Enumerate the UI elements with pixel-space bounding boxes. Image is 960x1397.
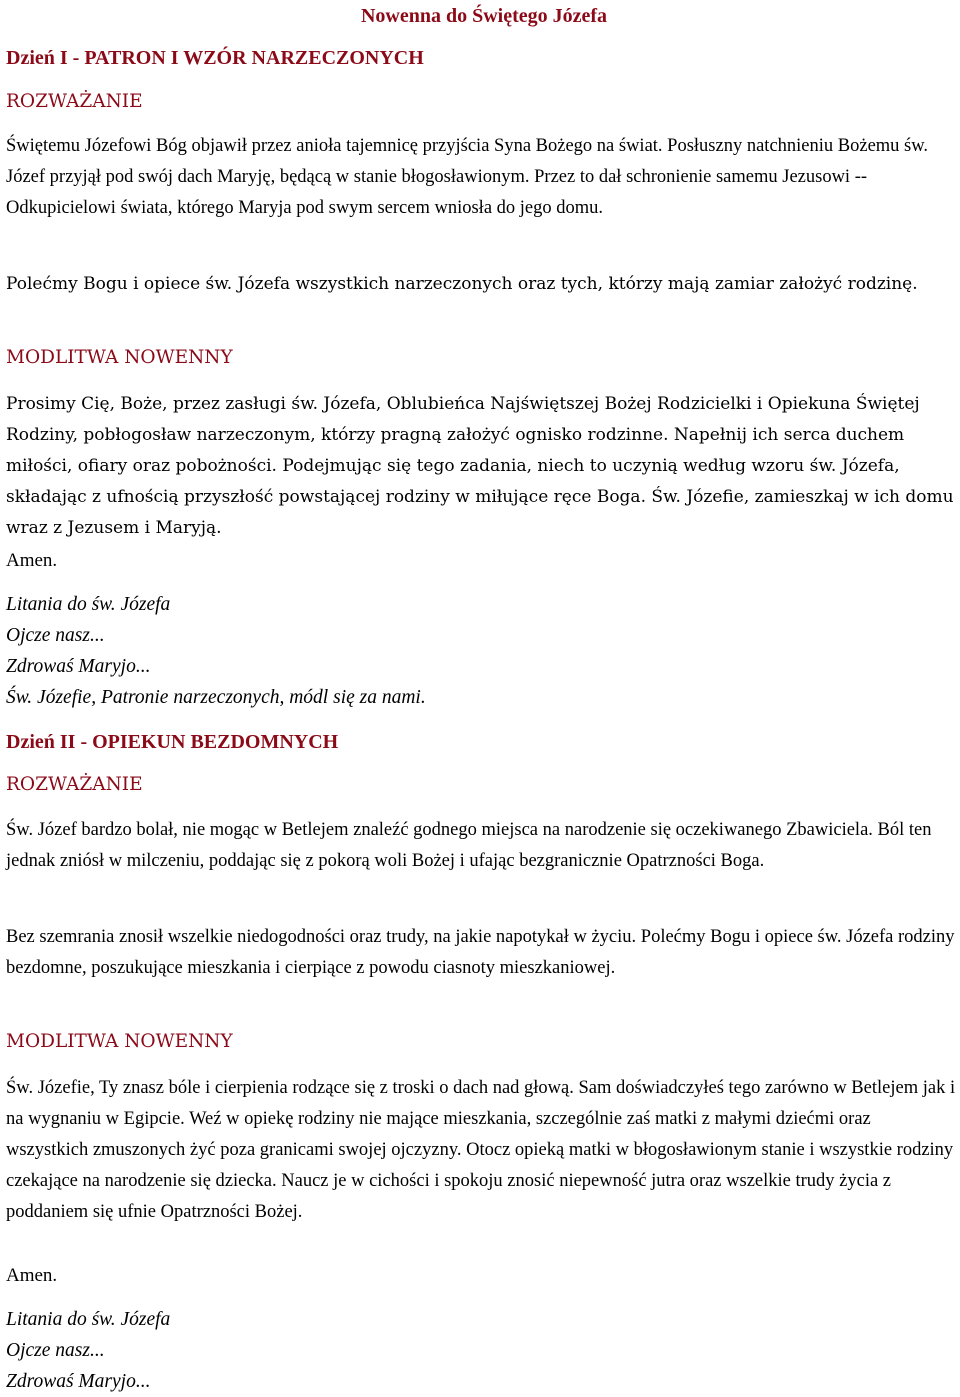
day1-closing-invocation: Św. Józefie, Patronie narzeczonych, módl się za nami. xyxy=(6,687,426,708)
day1-prayer-label: MODLITWA NOWENNY xyxy=(6,347,233,368)
day1-amen: Amen. xyxy=(6,550,58,571)
day1-prayer-text: Prosimy Cię, Boże, przez zasługi św. Józefa, Oblubieńca Najświętszej Bożej Rodzicielki i Opiekuna Świętej Rodziny, pobłogosław narzeczonym, którzy pragną założyć ognisko rodzinne. Napełnij ich serca duchem miłości, ofiary oraz pobożności. Podejmując się tego zadania, niech to uczynią według wzoru św. Józefa, składając z ufnością przyszłość powstającej rodziny w miłujące ręce Boga. Św. Józefie, zamieszkaj w ich domu wraz z Jezusem i Maryją. xyxy=(6,394,954,538)
day2-closing-hail-mary: Zdrowaś Maryjo... xyxy=(6,1371,151,1392)
day1-intention-text: Polećmy Bogu i opiece św. Józefa wszystkich narzeczonych oraz tych, którzy mają zamiar założyć rodzinę. xyxy=(6,274,918,294)
day2-closing xyxy=(6,1304,956,1397)
day2-meditation-label-wrap xyxy=(6,772,956,798)
day1-section xyxy=(6,45,956,71)
day1-intention-wrap xyxy=(6,269,956,300)
day2-closing-litany: Litania do św. Józefa xyxy=(6,1309,171,1330)
day2-meditation-label: ROZWAŻANIE xyxy=(6,774,143,795)
day2-intention-wrap xyxy=(6,922,956,984)
day1-meditation-text: Świętemu Józefowi Bóg objawił przez anioła tajemnicę przyjścia Syna Bożego na świat. Posłuszny natchnieniu Bożemu św. Józef przyjął pod swój dach Maryję, będącą w stanie błogosławionym. Przez to dał schronienie samemu Jezusowi -- Odkupicielowi świata, którego Maryja pod swym sercem wniosła do jego domu. xyxy=(6,136,929,218)
day1-amen-wrap xyxy=(6,545,956,576)
day2-meditation-wrap xyxy=(6,815,956,877)
document-title: Nowenna do Świętego Józefa xyxy=(360,5,608,27)
day1-closing-our-father: Ojcze nasz... xyxy=(6,625,105,646)
day1-meditation-label-wrap xyxy=(6,89,956,115)
day1-closing-litany: Litania do św. Józefa xyxy=(6,594,171,615)
day1-prayer-wrap xyxy=(6,389,956,544)
day1-closing-hail-mary: Zdrowaś Maryjo... xyxy=(6,656,151,677)
day1-meditation-label: ROZWAŻANIE xyxy=(6,91,143,112)
day2-amen-wrap xyxy=(6,1260,956,1291)
day2-meditation-text: Św. Józef bardzo bolał, nie mogąc w Betlejem znaleźć godnego miejsca na narodzenie się oczekiwanego Zbawiciela. Ból ten jednak zniósł w milczeniu, poddając się z pokorą woli Bożej i ufając bezgranicznie Opatrzności Boga. xyxy=(6,820,932,871)
day2-prayer-label-wrap xyxy=(6,1029,956,1055)
day2-prayer-text: Św. Józefie, Ty znasz bóle i cierpienia rodzące się z troski o dach nad głową. Sam doświadczyłeś tego zarówno w Betlejem jak i na wygnaniu w Egipcie. Weź w opiekę rodziny nie mające mieszkania, szczególnie zaś matki z małymi dziećmi oraz wszystkich zmuszonych żyć poza granicami swojej ojczyzny. Otocz opieką matki w błogosławionym stanie i wszystkie rodziny czekające na narodzenie się dziecka. Naucz je w cichości i spokoju znosić niepewność jutra oraz wszelkie trudy życia z poddaniem się ufnie Opatrzności Bożej. xyxy=(6,1078,956,1222)
day1-prayer-label-wrap xyxy=(6,345,956,371)
day2-intention-text: Bez szemrania znosił wszelkie niedogodności oraz trudy, na jakie napotykał w życiu. Polećmy Bogu i opiece św. Józefa rodziny bezdomne, poszukujące mieszkania i cierpiące z powodu ciasnoty mieszkaniowej. xyxy=(6,927,955,978)
day2-prayer-wrap xyxy=(6,1073,956,1228)
day2-section xyxy=(6,729,956,755)
day2-amen: Amen. xyxy=(6,1265,58,1286)
day1-closing xyxy=(6,589,956,713)
day2-prayer-label: MODLITWA NOWENNY xyxy=(6,1031,233,1052)
day2-closing-our-father: Ojcze nasz... xyxy=(6,1340,105,1361)
day1-heading: Dzień I - PATRON I WZÓR NARZECZONYCH xyxy=(6,47,424,69)
day2-heading: Dzień II - OPIEKUN BEZDOMNYCH xyxy=(6,731,339,753)
day1-meditation-wrap xyxy=(6,131,956,224)
